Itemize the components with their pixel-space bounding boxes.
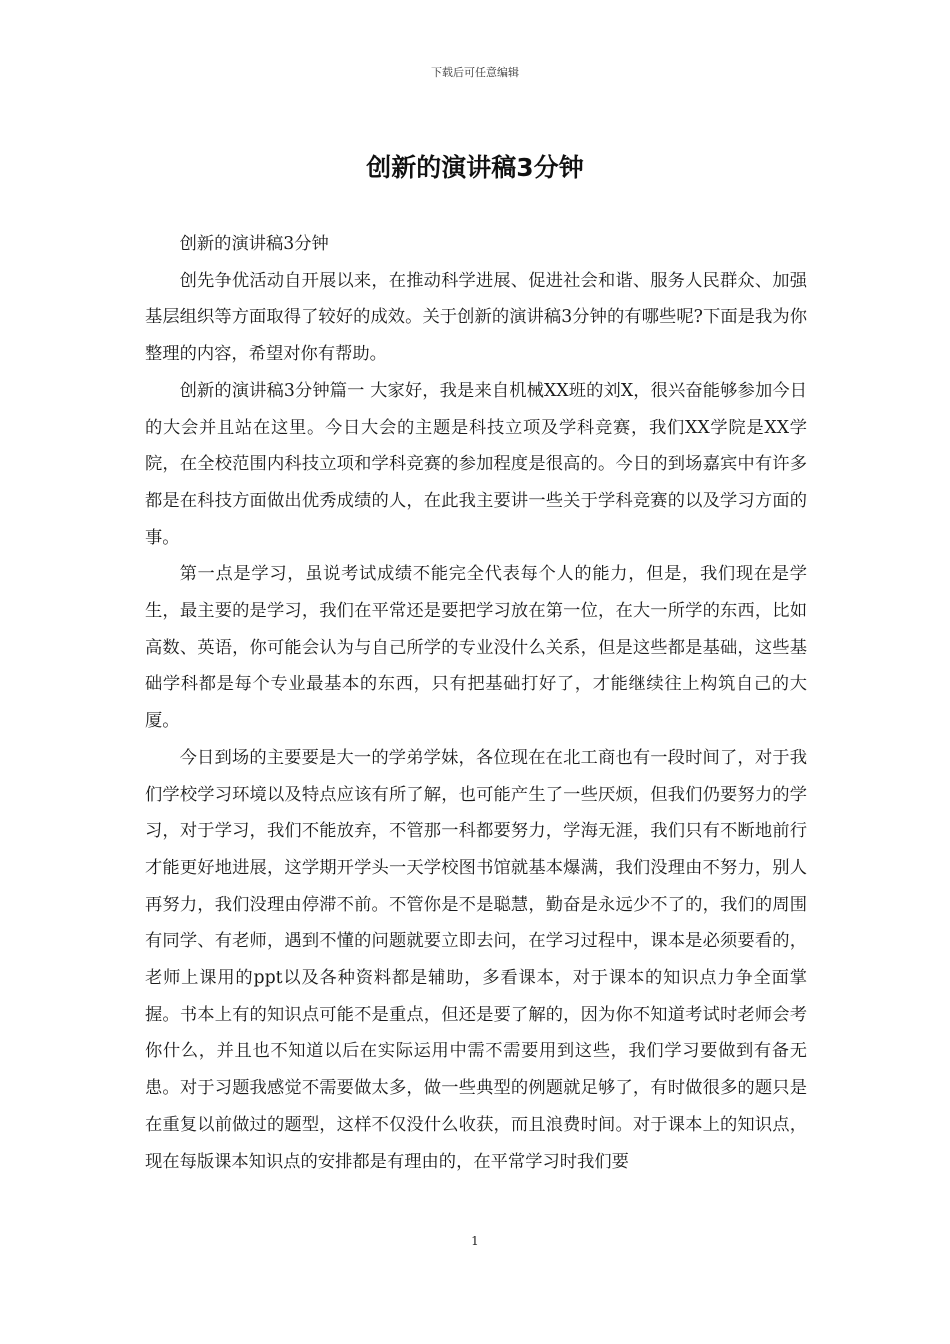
paragraph-intro: 创先争优活动自开展以来，在推动科学进展、促进社会和谐、服务人民群众、加强基层组织等方面取得了较好的成效。关于创新的演讲稿3分钟的有哪些呢?下面是我为你整理的内容，希望对你有帮助。: [145, 270, 807, 365]
paragraph-study-advice: 今日到场的主要要是大一的学弟学妹，各位现在在北工商也有一段时间了，对于我们学校学习环境以及特点应该有所了解，也可能产生了一些厌烦，但我们仍要努力的学习，对于学习，我们不能放弃，不管那一科都要努力，学海无涯，我们只有不断地前行才能更好地进展，这学期开学头一天学校图书馆就基本爆满，我们没理由不努力，别人再努力，我们没理由停滞不前。不管你是不是聪慧，勤奋是永远少不了的，我们的周围有同学、有老师，遇到不懂的问题就要立即去问，在学习过程中，课本是必须要看的，老师上课用的ppt以及各种资料都是辅助，多看课本，对于课本的知识点力争全面掌握。书本上有的知识点可能不是重点，但还是要了解的，因为你不知道考试时老师会考你什么，并且也不知道以后在实际运用中需不需要用到这些，我们学习要做到有备无患。对于习题我感觉不需要做太多，做一些典型的例题就足够了，有时做很多的题只是在重复以前做过的题型，这样不仅没什么收获，而且浪费时间。对于课本上的知识点，现在每版课本知识点的安排都是有理由的，在平常学习时我们要: [145, 747, 807, 1172]
page-header-note: 下载后可任意编辑: [431, 66, 519, 79]
paragraph-subtitle: 创新的演讲稿3分钟: [179, 234, 329, 254]
document-body: [145, 226, 807, 1180]
paragraph-speech-opening: 创新的演讲稿3分钟篇一 大家好，我是来自机械XX班的刘X，很兴奋能够参加今日的大会并且站在这里。今日大会的主题是科技立项及学科竞赛，我们XX学院是XX学院，在全校范围内科技立项和学科竞赛的参加程度是很高的。今日的到场嘉宾中有许多都是在科技方面做出优秀成绩的人，在此我主要讲一些关于学科竞赛的以及学习方面的事。: [145, 380, 807, 548]
document-title: 创新的演讲稿3分钟: [366, 153, 584, 182]
paragraph-point-one: 第一点是学习，虽说考试成绩不能完全代表每个人的能力，但是，我们现在是学生，最主要的是学习，我们在平常还是要把学习放在第一位，在大一所学的东西，比如高数、英语，你可能会认为与自己所学的专业没什么关系，但是这些都是基础，这些基础学科都是每个专业最基本的东西，只有把基础打好了，才能继续往上构筑自己的大厦。: [145, 564, 807, 732]
page-number: 1: [471, 1234, 479, 1248]
